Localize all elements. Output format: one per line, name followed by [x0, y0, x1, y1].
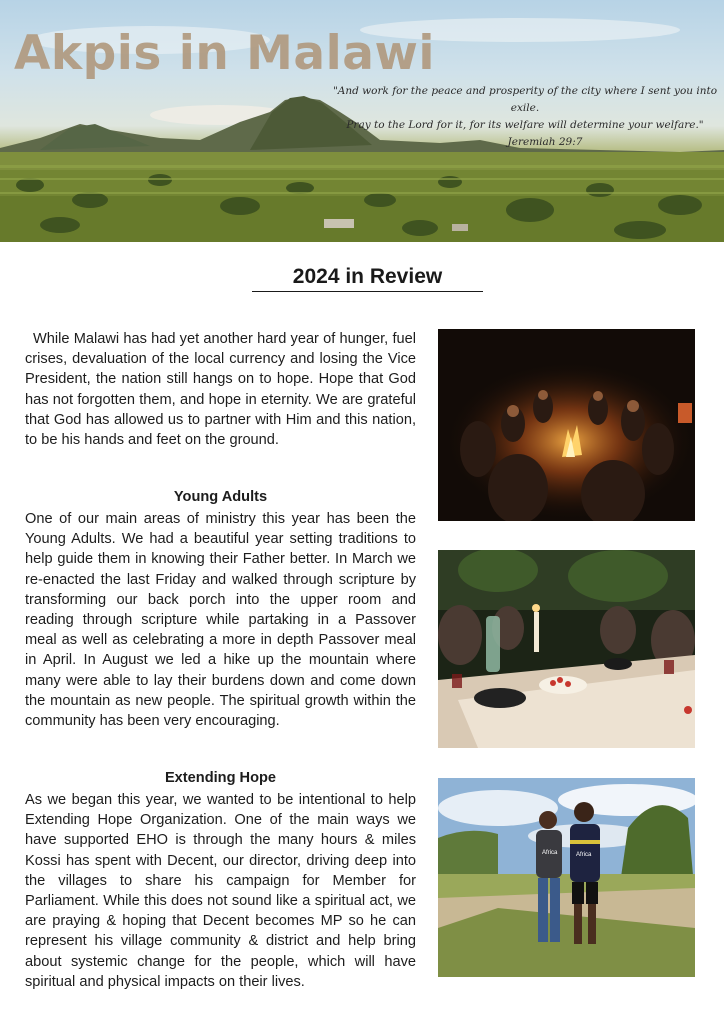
intro-paragraph: While Malawi has had yet another hard year of hunger, fuel crises, devaluation of the local currency and losing the Vice President, the nation still hangs on to hope. Hope that God has not forgotten them, and hope in eternity. We are grateful that God has allowed us to partner with Him and this nation, to be his hands and feet on the ground.: [25, 331, 416, 449]
extending-hope-heading: Extending Hope: [164, 770, 277, 786]
scripture-quote: [330, 83, 720, 151]
young-adults-heading: Young Adults: [173, 489, 268, 505]
section-title: 2024 in Review: [252, 265, 483, 292]
shirt-text-left: Africa: [542, 850, 558, 856]
verse-line-2: Pray to the Lord for it, for its welfare will determine your welfare.": [346, 119, 704, 131]
shirt-text-right: Africa: [576, 852, 592, 858]
verse-reference: Jeremiah 29:7: [507, 136, 583, 148]
campaign-photo: [438, 778, 695, 977]
verse-line-1: "And work for the peace and prosperity of the city where I sent you into exile.: [332, 85, 718, 114]
campfire-photo: [438, 329, 695, 521]
page-title: Akpis in Malawi: [14, 26, 435, 81]
header-banner: [0, 0, 724, 242]
passover-meal-photo: [438, 550, 695, 748]
young-adults-paragraph: One of our main areas of ministry this year has been the Young Adults. We had a beautiful year setting traditions to help guide them in knowing their Father better. In March we re-enacted the last Friday and walked through scripture by transforming our back porch into the upper room and reading through scripture while partaking in a Passover meal as well as celebrating a more in depth Passover meal in April. In August we led a hike up the mountain where many were able to lay their burdens down and come down the mountain as new people. The spiritual growth within the community has been very encouraging.: [25, 511, 416, 730]
extending-hope-paragraph: As we began this year, we wanted to be intentional to help Extending Hope Organization. One of the main ways we have supported EHO is through the many hours & miles Kossi has spent with Decent, our director, driving deep into the villages to share his campaign for Member for Parliament. While this does not sound like a spiritual act, we are praying & hoping that Decent becomes MP so he can represent his village community & district and help bring about systemic change for the people, which will have spiritual and physical impacts on their lives.: [25, 792, 416, 990]
